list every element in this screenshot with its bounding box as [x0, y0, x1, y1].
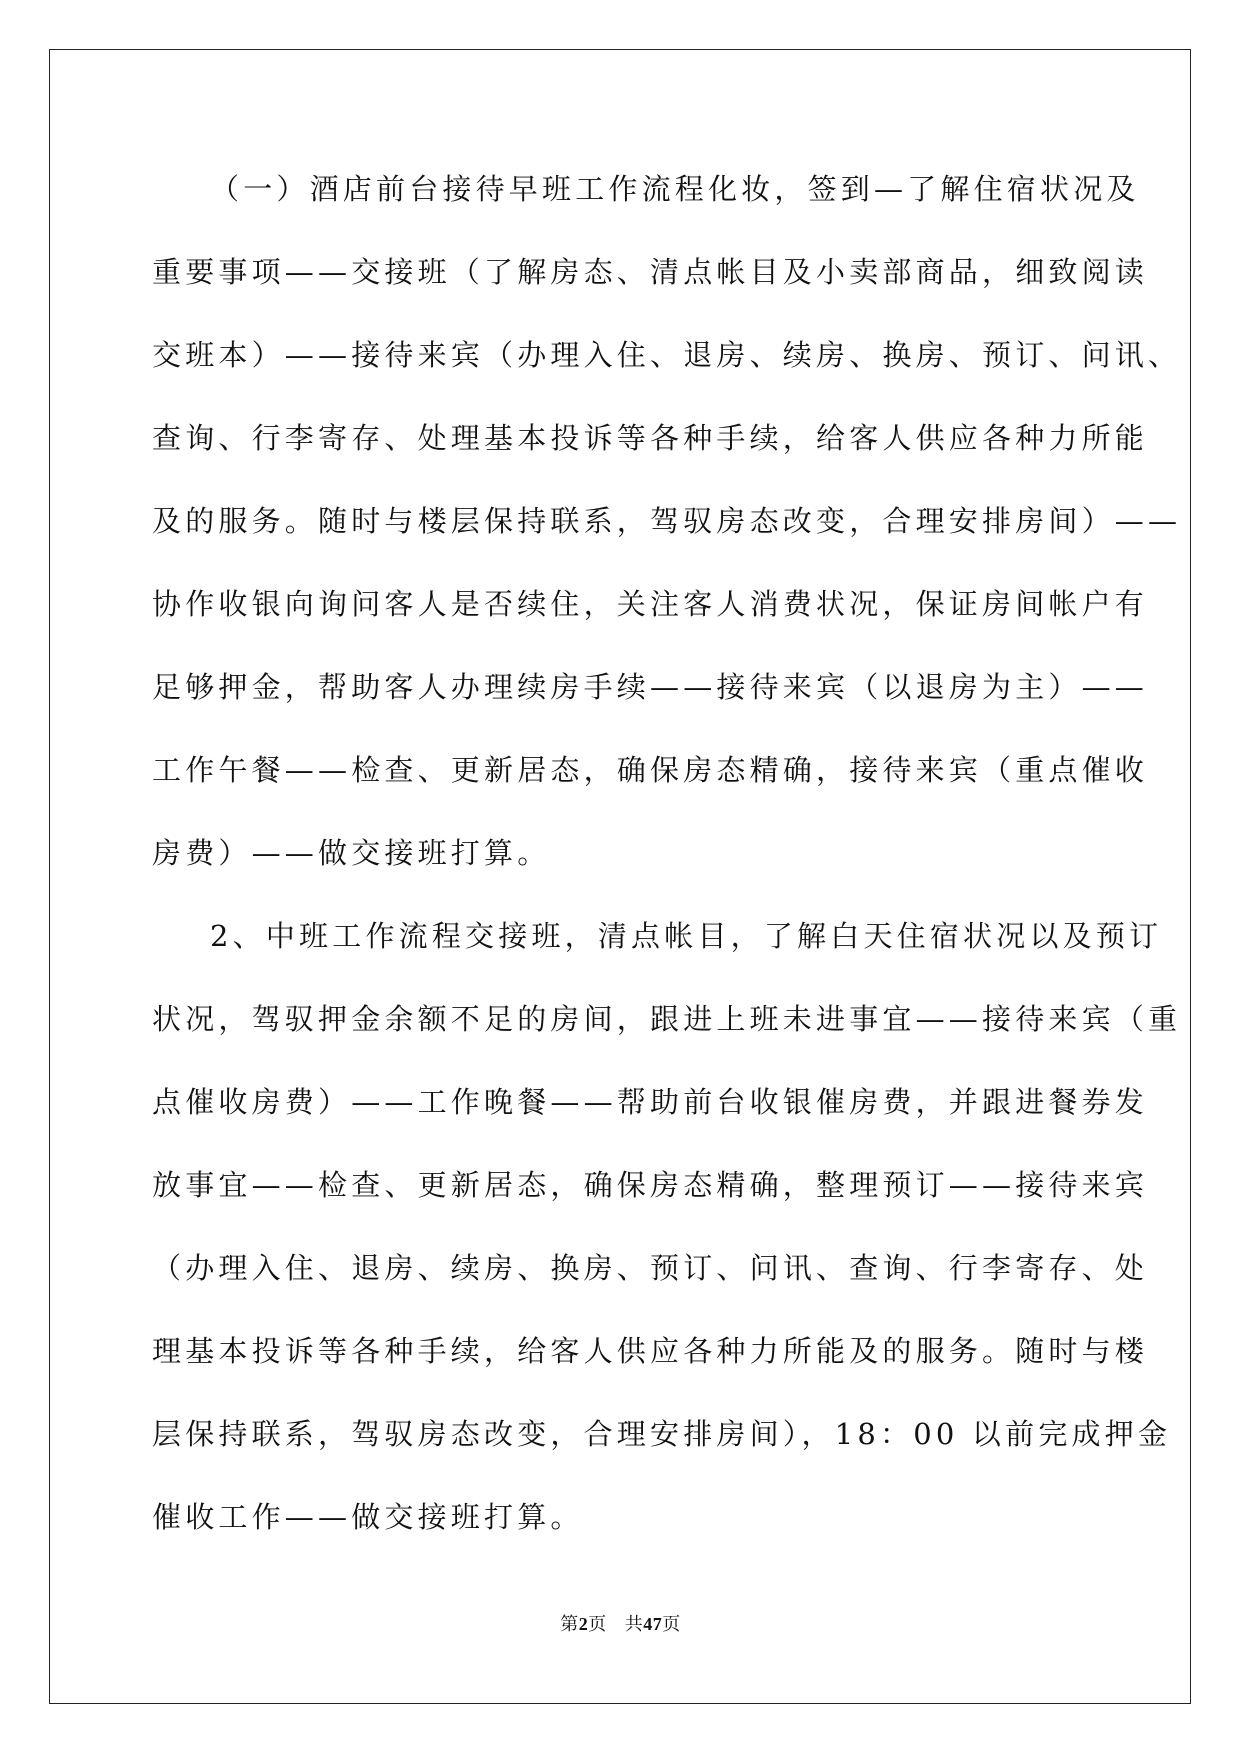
total-suffix: 页: [662, 1614, 681, 1634]
paragraph-line: 交班本）——接待来宾（办理入住、退房、续房、换房、预订、问讯、: [152, 338, 1182, 372]
paragraph-line: 放事宜——检查、更新居态，确保房态精确，整理预订——接待来宾: [152, 1168, 1149, 1202]
total-prefix: 共: [624, 1614, 644, 1634]
paragraph-middle-shift: [152, 907, 1182, 1571]
paragraph-line: 点催收房费）——工作晚餐——帮助前台收银催房费，并跟进餐券发: [152, 1085, 1149, 1119]
paragraph-line: 催收工作——做交接班打算。: [152, 1500, 584, 1534]
total-pages: 47: [643, 1614, 663, 1634]
paragraph-line: 查询、行李寄存、处理基本投诉等各种手续，给客人供应各种力所能: [152, 421, 1149, 455]
paragraph-early-shift: [152, 160, 1182, 907]
page-suffix: 页: [588, 1614, 607, 1634]
paragraph-line: （一）酒店前台接待早班工作流程化妆，签到—了解住宿状况及: [210, 172, 1140, 206]
paragraph-line: 足够押金，帮助客人办理续房手续——接待来宾（以退房为主）——: [152, 670, 1149, 704]
paragraph-line: 及的服务。随时与楼层保持联系，驾驭房态改变，合理安排房间）——: [152, 504, 1182, 538]
paragraph-line: （办理入住、退房、续房、换房、预订、问讯、查询、行李寄存、处: [152, 1251, 1149, 1285]
document-body: [152, 160, 1182, 1571]
paragraph-line: 理基本投诉等各种手续，给客人供应各种力所能及的服务。随时与楼: [152, 1334, 1149, 1368]
paragraph-line: 工作午餐——检查、更新居态，确保房态精确，接待来宾（重点催收: [152, 753, 1149, 787]
paragraph-line: 协作收银向询问客人是否续住，关注客人消费状况，保证房间帐户有: [152, 587, 1149, 621]
paragraph-line: 状况，驾驭押金余额不足的房间，跟进上班未进事宜——接待来宾（重: [152, 1002, 1182, 1036]
paragraph-line: 层保持联系，驾驭房态改变，合理安排房间），18：00 以前完成押金: [152, 1417, 1172, 1451]
page-footer: [0, 1610, 1241, 1636]
page-number: 2: [578, 1614, 589, 1634]
paragraph-line: 房费）——做交接班打算。: [152, 836, 551, 870]
page-prefix: 第: [560, 1614, 579, 1634]
paragraph-line: 2、中班工作流程交接班，清点帐目，了解白天住宿状况以及预订: [210, 919, 1163, 953]
paragraph-line: 重要事项——交接班（了解房态、清点帐目及小卖部商品，细致阅读: [152, 255, 1149, 289]
